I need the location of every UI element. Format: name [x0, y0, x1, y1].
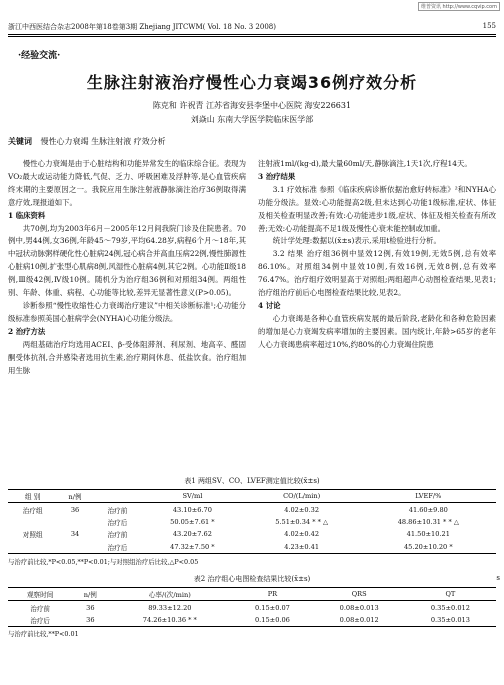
header-rule: [8, 34, 496, 35]
table-header-cell: n/例: [57, 490, 92, 503]
watermark: 维普资讯 http://www.cqvip.com: [418, 2, 500, 11]
table-row: [8, 528, 496, 540]
paragraph: 两组基础治疗均选用ACEI、β-受体阻滞剂、利尿剂、地高辛、醛固酮受体抗剂,合并感染者选用抗生素,治疗期间休息、低盐饮食。治疗组加用生脉: [8, 339, 246, 375]
table-cell: [57, 541, 92, 554]
table-header-cell: PR: [231, 588, 313, 601]
table-row: [8, 503, 496, 516]
section-heading: 4 讨论: [258, 300, 281, 310]
table-cell: 41.60±9.80: [408, 505, 448, 514]
table2-note: 与治疗前比较,**P<0.01: [8, 630, 79, 638]
table-cell: 36: [86, 603, 95, 612]
table-cell: 0.35±0.012: [430, 603, 470, 612]
table-cell: 50.05±7.61 *: [170, 517, 215, 526]
table-cell: 34: [70, 530, 80, 539]
section-label: ·经验交流·: [18, 51, 61, 61]
table2-flag: s: [496, 574, 500, 582]
table-cell: 5.51±0.34 * * △: [275, 517, 329, 526]
affiliation: 刘焱山 东南大学医学院临床医学部: [190, 115, 314, 124]
header-rule-thin: [8, 36, 496, 37]
table-cell: 治疗后: [8, 614, 72, 627]
table-cell: 47.32±7.50 *: [142, 541, 243, 554]
table-cell: 0.15±0.06: [231, 614, 313, 627]
table2-caption: 表2 治疗组心电图检查结果比较(x̄±s): [193, 575, 311, 583]
table-cell: 治疗后: [93, 541, 142, 554]
table-cell: 89.33±12.20: [148, 603, 192, 612]
paragraph: 注射液1ml/(kg·d),最大量60ml/天,静脉滴注,1天1次,疗程14天。: [258, 159, 472, 168]
table-cell: 治疗前: [30, 604, 51, 613]
section-heading: 2 治疗方法: [8, 326, 46, 336]
table-cell: [8, 516, 57, 528]
table-header-cell: 组 别: [8, 490, 57, 503]
paragraph: 慢性心力衰竭是由于心脏结构和功能异常发生的临床综合征。表现为VO₂最大或运动能力降低,气促、乏力、呼吸困难及浮肿等,是心血管疾病终末期的主要原因之一。我院应用生脉注射液静脉滴注治疗36例取得满意疗效,现报道如下。: [8, 159, 246, 207]
paragraph: 共70例,均为2003年6月－2005年12月间我院门诊及住院患者。70例中,男44例,女36例,年龄45～79岁,平均64.28岁,病程6个月～18年,其中冠状动脉粥样硬化性心脏病24例,冠心病合并高血压病22例,慢性肺源性心脏病10例,扩张型心肌病8例,风湿性心脏病4例,其它2例。心功能Ⅱ级18例,Ⅲ级42例,Ⅳ级10例。随机分为治疗组36例和对照组34例。两组性别、年龄、体重、病程、心功能等比较,差异无显著性意义(P>0.05)。: [8, 223, 246, 298]
table-cell: 74.26±10.36 * *: [108, 614, 231, 627]
table1-note: 与治疗前比较,*P<0.05,**P<0.01;与对照组治疗后比较,△P<0.05: [8, 558, 199, 566]
page-number: 155: [482, 22, 496, 30]
left-column: [8, 158, 246, 377]
table1-caption: 表1 两组SV、CO、LVEF测定值比较(x̄±s): [184, 477, 320, 485]
table-cell: 45.20±10.20 *: [361, 541, 496, 554]
section-heading: 3 治疗结果: [258, 171, 296, 181]
table1: [8, 489, 496, 554]
table-cell: 4.02±0.32: [284, 505, 320, 514]
table2: [8, 587, 496, 627]
table-row: [8, 614, 496, 627]
right-column: [258, 158, 496, 352]
table-header-cell: QT: [405, 588, 496, 601]
table-cell: 0.35±0.013: [405, 614, 496, 627]
table-cell: 43.20±7.62: [172, 530, 212, 539]
paragraph: 统计学处理:数据以(x̄±s)表示,采用t检验进行分析。: [272, 236, 441, 246]
table-header-cell: LVEF/%: [361, 490, 496, 503]
paragraph: 3.2 结果 治疗组36例中显效12例,有效19例,无效5例,总有效率86.10%。对照组34例中显效10例,有效16例,无效8例,总有效率76.47%。治疗组疗效明显高于对照组;两组超声心动图检查结果,见表1;治疗组治疗前后心电图检查结果比较,见表2。: [258, 249, 496, 298]
keywords: [8, 136, 166, 147]
table-header-cell: n/例: [72, 588, 108, 601]
table-cell: 治疗前: [107, 506, 128, 515]
table-cell: [8, 541, 57, 554]
section-heading: 1 临床资料: [8, 210, 46, 220]
table-header-cell: [93, 490, 142, 503]
authors: 陈克和 许祝青 江苏省海安县李堡中心医院 海安226631: [152, 101, 352, 110]
table-row: [8, 601, 496, 614]
table-row: [8, 516, 496, 528]
table-cell: 41.50±10.21: [406, 530, 450, 539]
table-cell: 治疗后: [107, 518, 128, 527]
keywords-text: 慢性心力衰竭 生脉注射液 疗效分析: [40, 137, 166, 146]
table-cell: 0.08±0.013: [339, 603, 379, 612]
paragraph: 心力衰竭是各种心血管疾病发展的最后阶段,老龄化和各种危险因素的增加是心力衰竭发病率增加的主要因素。国内统计,年龄>65岁的老年人心力衰竭患病率超过10%,约80%的心力衰竭住院患: [258, 313, 496, 349]
table-cell: 36: [72, 614, 108, 627]
table-cell: 0.15±0.07: [254, 603, 290, 612]
table-row: [8, 541, 496, 554]
table-cell: [57, 516, 92, 528]
table-header-cell: CO/(L/min): [243, 490, 361, 503]
journal-info: 浙江中西医结合杂志2008年第18卷第3期 Zhejiang JITCWM( Vol. 18 No. 3 2008): [8, 23, 276, 31]
table-header-cell: SV/ml: [142, 490, 243, 503]
table-cell: 0.08±0.012: [314, 614, 405, 627]
table-cell: 4.23±0.41: [243, 541, 361, 554]
table-cell: 治疗前: [107, 531, 128, 540]
paragraph: 诊断参照“慢性收缩性心力衰竭治疗建议”中相关诊断标准¹;心功能分级标准参照美国心脏病学会(NYHA)心功能分级法。: [8, 300, 246, 323]
table-cell: 治疗组: [22, 506, 43, 515]
running-header: [8, 22, 496, 34]
keywords-label: 关键词: [8, 136, 32, 146]
table-cell: 对照组: [22, 531, 43, 540]
table-cell: 43.10±6.70: [172, 505, 212, 514]
table-header-cell: QRS: [314, 588, 405, 601]
table-cell: 48.86±10.31 * * △: [397, 517, 459, 526]
table-header-cell: 心率/(次/min): [108, 588, 231, 601]
table-cell: 36: [70, 505, 80, 514]
article-title: 生脉注射液治疗慢性心力衰竭36例疗效分析: [86, 73, 418, 92]
table-header-cell: 观察时间: [8, 588, 72, 601]
paragraph: 3.1 疗效标准 参照《临床疾病诊断依据治愈好转标准》²和NYHA心功能分级法。显效:心功能提高2级,但未达到心功能1级标准,症状、体征及相关检查明显改善;有效:心功能进步1级,症状、体征及相关检查有所改善;无效:心功能提高不足1级及慢性心衰未能控制或加重。: [258, 184, 496, 233]
table-cell: 4.02±0.42: [284, 530, 320, 539]
